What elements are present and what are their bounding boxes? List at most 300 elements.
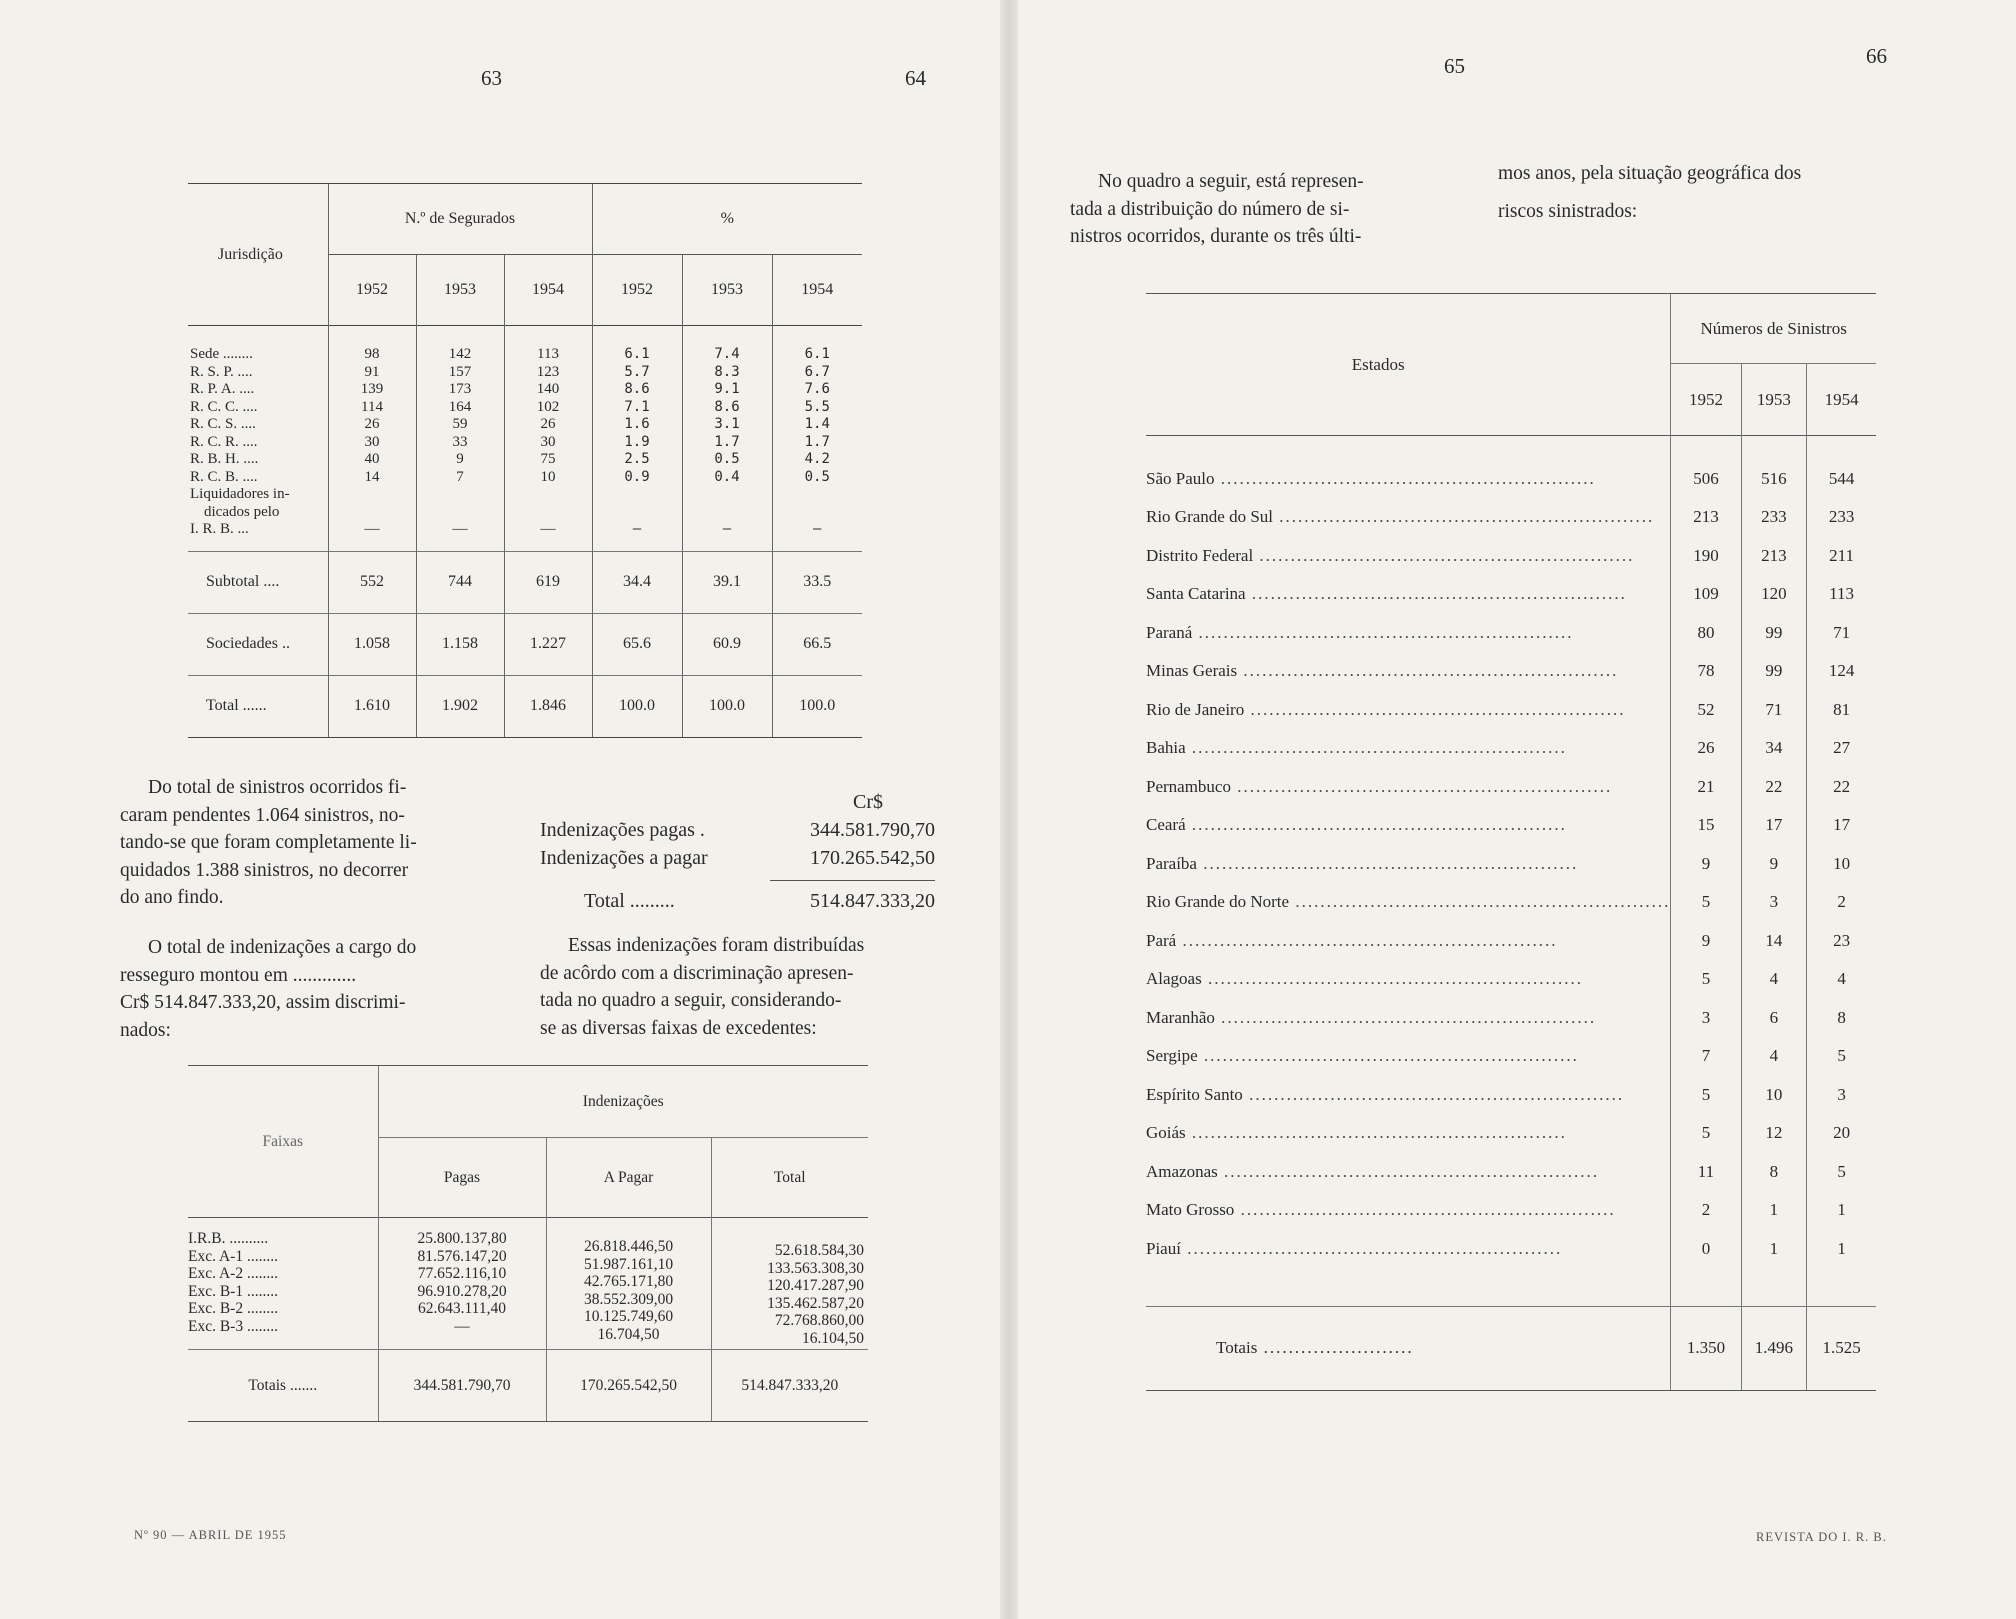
cell: 66.5 — [772, 613, 862, 675]
row-label: R. S. P. .... — [190, 363, 253, 380]
estado-name: Pernambuco — [1146, 776, 1231, 796]
cell: 26.818.446,50 — [583, 1238, 674, 1255]
cell: 2 — [1807, 883, 1876, 922]
estado-name: Rio Grande do Sul — [1146, 507, 1274, 527]
cell: 26 — [540, 416, 556, 432]
cell: 1.9 — [624, 433, 650, 450]
pagas-header: Pagas — [378, 1138, 546, 1218]
a-pagar-value: 170.265.542,50 — [810, 847, 935, 869]
cell: 0.5 — [804, 468, 830, 485]
cell: 213 — [1671, 498, 1741, 537]
cell: 10 — [1741, 1076, 1807, 1115]
cell: 142 — [448, 346, 472, 362]
cell: 8.6 — [714, 398, 740, 415]
cell: 506 — [1671, 460, 1741, 499]
estado-cell: Amazonas ............................................................ — [1146, 1161, 1600, 1181]
estado-name: Rio Grande do Norte — [1146, 892, 1290, 912]
estado-cell: Paraíba ............................................................ — [1146, 853, 1579, 873]
text-line: riscos sinistrados: — [1498, 200, 1638, 222]
cell: 6 — [1741, 999, 1807, 1038]
col-pct-1953 — [682, 326, 772, 552]
page-number-65: 65 — [1444, 54, 1465, 78]
cell: 10 — [1807, 845, 1876, 884]
estado-name: Espírito Santo — [1146, 1084, 1243, 1104]
row-label: I.R.B. .......... — [188, 1230, 269, 1247]
cell: 40 — [364, 451, 380, 467]
total-col — [711, 1218, 868, 1350]
cell: 91 — [364, 363, 380, 380]
cell: 23 — [1807, 922, 1876, 961]
estado-cell: Espírito Santo ............................................................ — [1146, 1084, 1625, 1104]
year-header: 1953 — [416, 255, 504, 326]
cell: 20 — [1807, 1114, 1876, 1153]
estado-row — [1146, 691, 1876, 730]
estado-cell: Goiás ............................................................ — [1146, 1123, 1567, 1143]
row-label: Liquidadores in- — [190, 486, 290, 502]
row-label: Exc. B-1 ........ — [188, 1282, 278, 1300]
cell: 65.6 — [592, 613, 682, 675]
cell: 4.2 — [804, 451, 830, 467]
cell: 124 — [1807, 652, 1876, 691]
cell: 1 — [1807, 1191, 1876, 1230]
cell: 1.496 — [1741, 1306, 1807, 1390]
cell: 71 — [1741, 691, 1807, 730]
estado-row — [1146, 498, 1876, 537]
cell: 8 — [1807, 999, 1876, 1038]
estado-name: Sergipe — [1146, 1046, 1198, 1066]
numeros-header: Números de Sinistros — [1671, 294, 1876, 364]
a-pagar-line — [540, 844, 935, 872]
cell: 0.9 — [624, 468, 650, 485]
col-1954 — [504, 326, 592, 552]
text-line: caram pendentes 1.064 sinistros, no- — [120, 804, 405, 826]
row-label: Totais ....... — [188, 1350, 378, 1422]
cell: 1.610 — [328, 675, 416, 737]
cell: 75 — [540, 451, 556, 467]
cell: 2 — [1671, 1191, 1741, 1230]
row-label: I. R. B. ... — [190, 521, 249, 537]
row-label: R. C. S. .... — [190, 416, 256, 432]
cell: 120 — [1741, 575, 1807, 614]
row-label: Exc. A-2 ........ — [188, 1265, 278, 1282]
segurados-table — [188, 183, 862, 738]
page-number-64: 64 — [905, 66, 926, 90]
text-line: Cr$ 514.847.333,20, assim discrimi- — [120, 992, 406, 1013]
cell: 135.462.587,20 — [767, 1294, 864, 1312]
cell: 5 — [1807, 1153, 1876, 1192]
cell: 1.227 — [504, 613, 592, 675]
cell: 1.525 — [1807, 1306, 1876, 1390]
estado-name: Santa Catarina — [1146, 584, 1246, 604]
cell: 4 — [1741, 960, 1807, 999]
cell: 71 — [1807, 614, 1876, 653]
text-line: tando-se que foram completamente li- — [120, 832, 417, 853]
cell: 80 — [1671, 614, 1741, 653]
cell: 2.5 — [624, 451, 650, 467]
estado-cell: Piauí ............................................................ — [1146, 1238, 1563, 1258]
total-header: Total — [711, 1138, 868, 1218]
row-label: R. P. A. .... — [190, 381, 255, 397]
estado-row — [1146, 806, 1876, 845]
cell: 5.7 — [624, 363, 650, 380]
cell: 190 — [1671, 537, 1741, 576]
cell: 211 — [1807, 537, 1876, 576]
cell: 5 — [1671, 1114, 1741, 1153]
cell: 3 — [1807, 1076, 1876, 1115]
cell: 1 — [1741, 1230, 1807, 1269]
cell: 5 — [1671, 960, 1741, 999]
cell: 16.704,50 — [597, 1325, 660, 1343]
currency-label: Cr$ — [853, 791, 883, 813]
paragraph-quadro-left — [1070, 168, 1470, 251]
pagas-line — [540, 816, 935, 844]
cell: 26 — [364, 416, 380, 432]
cell: 42.765.171,80 — [583, 1273, 674, 1290]
cell: 213 — [1741, 537, 1807, 576]
cell: 0.4 — [714, 468, 740, 485]
cell: 22 — [1741, 768, 1807, 807]
cell: 4 — [1741, 1037, 1807, 1076]
estado-cell: Santa Catarina ............................................................ — [1146, 584, 1627, 604]
total-line — [540, 887, 935, 915]
estado-row — [1146, 537, 1876, 576]
estado-row — [1146, 768, 1876, 807]
cell: 120.417.287,90 — [767, 1277, 864, 1294]
estado-cell: Mato Grosso ............................................................ — [1146, 1200, 1616, 1220]
estado-row — [1146, 1037, 1876, 1076]
cell: 514.847.333,20 — [711, 1350, 868, 1422]
cell: 81 — [1807, 691, 1876, 730]
cell: 17 — [1807, 806, 1876, 845]
cell: 6.1 — [804, 346, 830, 362]
cell: 15 — [1671, 806, 1741, 845]
cell: 8.6 — [624, 381, 650, 397]
col-pct-1952 — [592, 326, 682, 552]
col-1953 — [416, 326, 504, 552]
estado-row — [1146, 999, 1876, 1038]
totais-label: Totais — [1216, 1338, 1258, 1357]
cell: 14 — [1741, 922, 1807, 961]
cell: 744 — [416, 551, 504, 613]
cell: 10 — [540, 468, 556, 485]
footer-journal: REVISTA DO I. R. B. — [1756, 1530, 1887, 1544]
cell: 109 — [1671, 575, 1741, 614]
cell: 1.058 — [328, 613, 416, 675]
estado-name: Maranhão — [1146, 1007, 1215, 1027]
text-line: do ano findo. — [120, 887, 224, 908]
cell: 3 — [1741, 883, 1807, 922]
estado-name: Mato Grosso — [1146, 1200, 1235, 1220]
estado-row — [1146, 1230, 1876, 1269]
text-line: de acôrdo com a discriminação apresen- — [540, 962, 854, 984]
cell: — — [632, 521, 642, 537]
cell: — — [722, 521, 732, 537]
estado-cell: Alagoas ............................................................ — [1146, 969, 1583, 989]
row-label: Exc. A-1 ........ — [188, 1247, 278, 1265]
estados-table — [1146, 293, 1876, 1391]
text-line: tada no quadro a seguir, considerando- — [540, 990, 842, 1011]
estado-cell: Sergipe ............................................................ — [1146, 1046, 1579, 1066]
estado-row — [1146, 575, 1876, 614]
estado-row — [1146, 1191, 1876, 1230]
cell: 552 — [328, 551, 416, 613]
row-label: R. B. H. .... — [190, 451, 259, 467]
estado-cell: Minas Gerais ............................................................ — [1146, 661, 1619, 681]
cell: 16.104,50 — [802, 1329, 864, 1347]
row-label: Total ...... — [188, 675, 328, 737]
total-value: 514.847.333,20 — [810, 890, 935, 912]
paragraph-distribuidas — [540, 932, 935, 1042]
cell: 9 — [1671, 922, 1741, 961]
estado-row — [1146, 652, 1876, 691]
cell: 1.7 — [804, 433, 830, 450]
cell: 6.1 — [624, 346, 650, 362]
cell: 96.910.278,20 — [417, 1282, 507, 1300]
cell: 38.552.309,00 — [583, 1290, 674, 1308]
cell: 5 — [1671, 1076, 1741, 1115]
cell: 100.0 — [772, 675, 862, 737]
cell: 9 — [456, 451, 464, 467]
estado-name: Pará — [1146, 930, 1177, 950]
text-line: O total de indenizações a cargo do — [148, 937, 417, 958]
pagas-value: 344.581.790,70 — [810, 819, 935, 841]
cell: 77.652.116,10 — [417, 1265, 507, 1282]
estado-name: Bahia — [1146, 738, 1186, 758]
cell: 114 — [361, 398, 383, 415]
estados-body — [1146, 460, 1876, 1269]
cell: 60.9 — [682, 613, 772, 675]
cell: 164 — [448, 398, 472, 415]
year-header: 1954 — [1807, 364, 1876, 436]
book-gutter — [1000, 0, 1018, 1619]
row-label: Sociedades .. — [188, 613, 328, 675]
text-line: No quadro a seguir, está represen- — [1098, 171, 1364, 192]
page-number-66: 66 — [1866, 44, 1887, 68]
cell: — — [813, 521, 822, 537]
cell: 113 — [1807, 575, 1876, 614]
estado-name: Ceará — [1146, 815, 1186, 835]
pagas-col — [378, 1218, 546, 1350]
row-label: Exc. B-2 ........ — [188, 1300, 278, 1317]
cell: 6.7 — [804, 363, 830, 380]
cell: 33.5 — [772, 551, 862, 613]
estado-name: Minas Gerais — [1146, 661, 1238, 681]
cell: 544 — [1807, 460, 1876, 499]
paragraph-quadro-right — [1498, 160, 1898, 225]
faixas-header: Faixas — [188, 1066, 378, 1218]
cell: 1.846 — [504, 675, 592, 737]
percent-header: % — [592, 184, 862, 255]
cell: 17 — [1741, 806, 1807, 845]
total-label: Total ......... — [584, 890, 675, 912]
indenizacoes-header: Indenizações — [378, 1066, 868, 1138]
cell: — — [454, 1317, 470, 1335]
cell: 14 — [364, 468, 380, 485]
cell: 140 — [536, 381, 560, 397]
segurados-header: N.º de Segurados — [328, 184, 592, 255]
cell: 157 — [448, 363, 472, 380]
cell: 52 — [1671, 691, 1741, 730]
estado-name: Alagoas — [1146, 969, 1202, 989]
estados-header: Estados — [1146, 294, 1671, 436]
cell: 1.6 — [624, 416, 650, 432]
estado-cell: Rio Grande do Norte ............................................................ — [1146, 892, 1671, 912]
cell: 12 — [1741, 1114, 1807, 1153]
year-header: 1953 — [1741, 364, 1807, 436]
estado-cell: Distrito Federal ............................................................ — [1146, 545, 1635, 565]
paragraph-pendentes — [120, 774, 510, 912]
estado-name: Goiás — [1146, 1123, 1186, 1143]
cell: 27 — [1807, 729, 1876, 768]
cell: 9 — [1671, 845, 1741, 884]
estado-cell: Ceará ............................................................ — [1146, 815, 1567, 835]
estado-cell: Rio Grande do Sul ............................................................ — [1146, 507, 1655, 527]
footer-issue: Nº 90 — ABRIL DE 1955 — [134, 1528, 287, 1542]
cell: 5 — [1671, 883, 1741, 922]
estado-row — [1146, 960, 1876, 999]
cell: 233 — [1741, 498, 1807, 537]
cell: 59 — [452, 416, 468, 432]
cell: 8 — [1741, 1153, 1807, 1192]
row-label: R. C. R. .... — [190, 433, 258, 450]
cell: 0 — [1671, 1230, 1741, 1269]
cell: 26 — [1671, 729, 1741, 768]
estado-cell: Bahia ............................................................ — [1146, 738, 1567, 758]
totais-label-cell: Totais ........................ — [1146, 1306, 1671, 1390]
estado-name: Distrito Federal — [1146, 545, 1254, 565]
cell: 1.902 — [416, 675, 504, 737]
text-line: se as diversas faixas de excedentes: — [540, 1017, 817, 1039]
cell: 7 — [456, 468, 464, 485]
cell: 30 — [364, 433, 380, 450]
cell: 11 — [1671, 1153, 1741, 1192]
estado-cell: Pará ............................................................ — [1146, 930, 1558, 950]
cell: 0.5 — [714, 451, 740, 467]
row-label: Subtotal .... — [188, 551, 328, 613]
text-line: Do total de sinistros ocorridos fi- — [148, 777, 407, 798]
text-line: nistros ocorridos, durante os três últi- — [1070, 226, 1362, 247]
cell: 1.158 — [416, 613, 504, 675]
cell: 133.563.308,30 — [767, 1259, 864, 1277]
text-line: nados: — [120, 1019, 171, 1041]
cell: 9 — [1741, 845, 1807, 884]
text-line: resseguro montou em ............. — [120, 964, 357, 986]
cell: 516 — [1741, 460, 1807, 499]
cell: 8.3 — [714, 363, 740, 380]
estado-row — [1146, 460, 1876, 499]
cell: 78 — [1671, 652, 1741, 691]
year-header: 1954 — [504, 255, 592, 326]
cell: 10.125.749,60 — [583, 1308, 674, 1325]
paragraph-total-indenizacoes — [120, 934, 510, 1044]
cell: 4 — [1807, 960, 1876, 999]
faixas-table — [188, 1065, 868, 1422]
col-1952 — [328, 326, 416, 552]
estado-cell: Maranhão ............................................................ — [1146, 1007, 1597, 1027]
row-label: Sede ........ — [190, 346, 253, 362]
year-header: 1954 — [772, 255, 862, 326]
a-pagar-header: A Pagar — [546, 1138, 711, 1218]
estado-cell: Rio de Janeiro ............................................................ — [1146, 699, 1626, 719]
summary-rule — [770, 880, 935, 881]
cell: 7.6 — [804, 381, 830, 397]
cell: 9.1 — [714, 381, 740, 397]
cell: 1 — [1807, 1230, 1876, 1269]
estado-cell: Pernambuco ............................................................ — [1146, 776, 1613, 796]
year-header: 1952 — [328, 255, 416, 326]
cell: 123 — [536, 363, 560, 380]
faixas-labels — [188, 1218, 378, 1350]
estado-row — [1146, 729, 1876, 768]
cell: 72.768.860,00 — [774, 1312, 864, 1329]
cell: 7.1 — [624, 398, 650, 415]
jurisdicao-header: Jurisdição — [188, 184, 328, 326]
cell: 1 — [1741, 1191, 1807, 1230]
estado-row — [1146, 845, 1876, 884]
row-label: dicados pelo — [204, 503, 280, 520]
cell: 1.4 — [804, 416, 830, 432]
cell: 34.4 — [592, 551, 682, 613]
row-label: R. C. B. .... — [190, 468, 258, 485]
a-pagar-label: Indenizações a pagar — [540, 847, 708, 869]
indenizacoes-summary — [540, 788, 935, 915]
estado-name: Rio de Janeiro — [1146, 699, 1245, 719]
estado-row — [1146, 1114, 1876, 1153]
cell: 39.1 — [682, 551, 772, 613]
estado-row — [1146, 1076, 1876, 1115]
year-header: 1952 — [1671, 364, 1741, 436]
estado-name: Paraíba — [1146, 853, 1197, 873]
cell: 34 — [1741, 729, 1807, 768]
totais-row — [188, 1350, 868, 1422]
cell: 173 — [448, 381, 472, 397]
cell: 344.581.790,70 — [378, 1350, 546, 1422]
cell: 102 — [536, 398, 560, 415]
cell: 1.7 — [714, 433, 740, 450]
cell: 5.5 — [804, 398, 830, 415]
cell: 62.643.111,40 — [418, 1300, 506, 1317]
text-line: quidados 1.388 sinistros, no decorrer — [120, 859, 409, 881]
estado-row — [1146, 922, 1876, 961]
cell: 100.0 — [682, 675, 772, 737]
subtotal-row — [188, 551, 862, 613]
page-number-63: 63 — [481, 66, 502, 90]
estado-row — [1146, 614, 1876, 653]
year-header: 1952 — [592, 255, 682, 326]
row-label: R. C. C. .... — [190, 398, 258, 415]
a-pagar-col — [546, 1218, 711, 1350]
estado-row — [1146, 1153, 1876, 1192]
sociedades-row — [188, 613, 862, 675]
cell: 3.1 — [714, 416, 740, 432]
cell: 22 — [1807, 768, 1876, 807]
cell: 113 — [537, 346, 559, 362]
pagas-label: Indenizações pagas . — [540, 819, 705, 841]
text-line: mos anos, pela situação geográfica dos — [1498, 163, 1802, 184]
cell: 33 — [452, 433, 468, 450]
cell: 30 — [540, 433, 556, 450]
total-row — [188, 675, 862, 737]
cell: 21 — [1671, 768, 1741, 807]
cell: 7.4 — [714, 346, 740, 362]
row-label: Exc. B-3 ........ — [188, 1317, 278, 1335]
estado-name: São Paulo — [1146, 468, 1215, 488]
cell: 233 — [1807, 498, 1876, 537]
cell: 1.350 — [1671, 1306, 1741, 1390]
text-line: Essas indenizações foram distribuídas — [568, 935, 865, 956]
year-header: 1953 — [682, 255, 772, 326]
cell: — — [364, 521, 380, 537]
